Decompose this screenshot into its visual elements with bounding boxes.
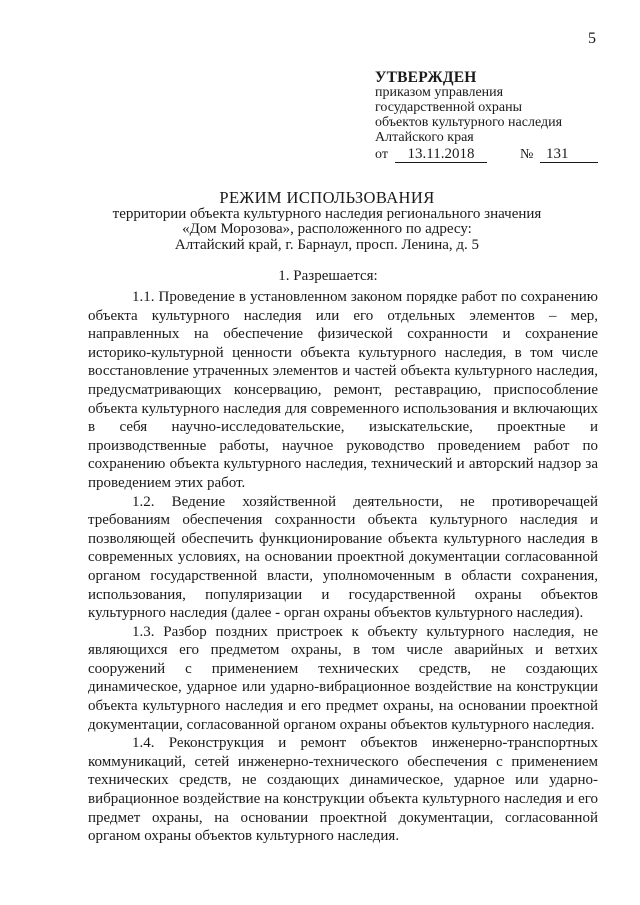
document-title (80, 190, 574, 253)
paragraph-1-4: 1.4. Реконструкция и ремонт объектов инженерно-транспортных коммуникаций, сетей инженерно-технического обеспечения с применением технических средств, не создающих динамическое, ударное или ударно-вибрационное воздействие на конструкции объекта культурного наследия и его предмет охраны, на основании проектной документации, согласованной органом охраны объектов культурного наследия. (88, 735, 598, 845)
number-label: № (520, 147, 534, 162)
title-main: РЕЖИМ ИСПОЛЬЗОВАНИЯ (219, 188, 435, 207)
title-line: территории объекта культурного наследия регионального значения (112, 205, 542, 222)
title-line: «Дом Морозова», расположенного по адресу: (182, 221, 472, 237)
order-date: 13.11.2018 (395, 147, 487, 163)
approval-line: объектов культурного наследия (375, 115, 563, 130)
order-number: 131 (540, 147, 598, 163)
page-number: 5 (588, 30, 596, 47)
approval-line: государственной охраны (375, 100, 523, 115)
paragraph-1-1: 1.1. Проведение в установленном законом порядке работ по сохранению объекта культурного наследия или его отдельных элементов – мер, направленных на обеспечение физической сохранности и сохранение историко-культурной ценности объекта культурного наследия, в том числе восстановление утраченных элементов и частей объекта культурного наследия, предусматривающих консервацию, ремонт, реставрацию, приспособление объекта культурного наследия для современного использования и включающих в себя научно-исследовательские, изыскательские, проектные и производственные работы, научное руководство проведением работ по сохранению объекта культурного наследия, технический и авторский надзор за проведением этих работ. (88, 289, 598, 491)
title-line: Алтайский край, г. Барнаул, просп. Ленина, д. 5 (174, 236, 480, 253)
approval-stamp (375, 70, 605, 165)
approval-line: приказом управления (375, 85, 504, 100)
section-heading: 1. Разрешается: (278, 268, 378, 284)
body-text (88, 288, 598, 846)
from-label: от (375, 147, 388, 162)
paragraph-1-2: 1.2. Ведение хозяйственной деятельности, не противоречащей требованиям обеспечения сохранности объекта культурного наследия и позволяющей обеспечить функционирование объекта культурного наследия в современных условиях, на основании проектной документации согласованной органом государственной власти, уполномоченным в области сохранения, использования, популяризации и государственной охраны объектов культурного наследия (далее - орган охраны объектов культурного наследия). (88, 493, 598, 622)
order-reference (375, 147, 605, 165)
approval-heading: УТВЕРЖДЕН (375, 69, 477, 86)
approval-line: Алтайского края (375, 130, 474, 145)
paragraph-1-3: 1.3. Разбор поздних пристроек к объекту культурного наследия, не являющихся его предметом охраны, в том числе аварийных и ветхих сооружений с применением технических средств, не создающих динамическое, ударное или ударно-вибрационное воздействие на конструкции объекта культурного наследия и его предмет охраны, на основании проектной документации, согласованной органом охраны объектов культурного наследия. (88, 623, 598, 733)
